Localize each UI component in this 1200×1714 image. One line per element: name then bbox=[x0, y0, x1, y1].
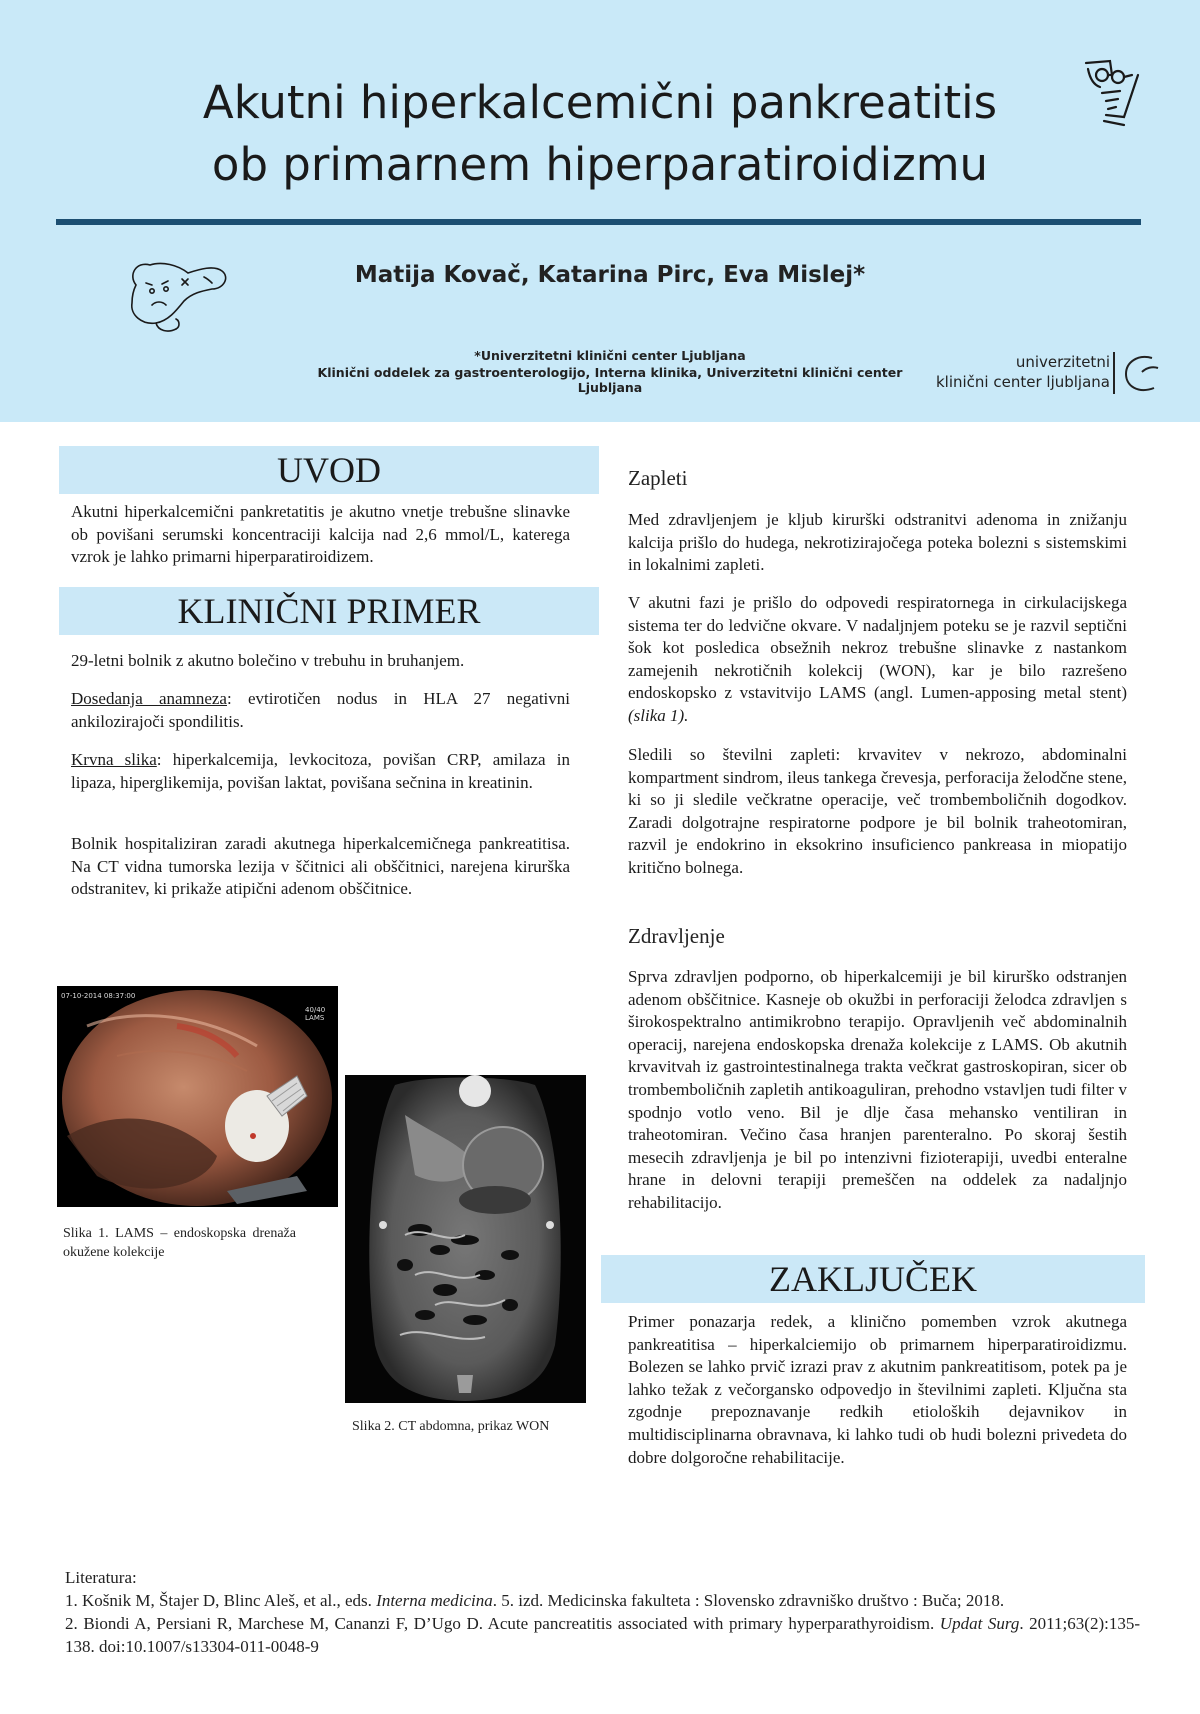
references-label: Literatura: bbox=[65, 1568, 137, 1587]
zapleti-p2 bbox=[628, 592, 1127, 728]
ukc-logo-line-2: klinični center ljubljana bbox=[935, 373, 1110, 391]
reference-1-title: Interna medicina bbox=[376, 1591, 493, 1610]
zdravljenje-text: Sprva zdravljen podporno, ob hiperkalcemiji je bil kirurško odstranjen adenom obščitnice. Kasneje ob okužbi in perforaciji želodca zdravljen s širokospektralno antimikrobno terapijo. Opravljenih več abdominalnih operacij, narejena endoskopska drenaža kolekcije z LAMS. Ob akutnih krvavitvah iz gastrointestinalnega trakta večkrat gastroskopiran, sicer ob trombemboličnih zapletih antikoaguliran, prehodno vstavljen tudi filter v spodnjo votlo veno. Bil je dlje časa mehansko ventiliran in traheotomiran. Večino časa hranjen parenteralno. Po skoraj šestih mesecih zdravljenja je bil po intenzivni fizioterapiji, uvedbi enteralne hrane in delovni terapiji premeščen na oddelek za nadaljnjo rehabilitacijo. bbox=[628, 967, 1127, 1212]
reference-2-details: . 2011;63(2):135-138. doi:10.1007/s13304-011-0048-9 bbox=[65, 1614, 1140, 1656]
reference-1 bbox=[65, 1589, 1140, 1612]
figure-2-ct-image bbox=[345, 1075, 586, 1403]
klinicni-heading bbox=[59, 587, 599, 635]
anamneza-text: : evtirotičen nodus in HLA 27 negativni ankilozirajoči spondilitis. bbox=[71, 689, 571, 731]
klinicni-p1: 29-letni bolnik z akutno bolečino v trebuhu in bruhanjem. bbox=[71, 651, 465, 670]
uvod-text: Akutni hiperkalcemični pankretatitis je akutno vnetje trebušne slinavke ob povišani serumski koncentraciji kalcija nad 2,6 mmol/L, katerega vzrok je lahko primarni hiperparatiroidizem. bbox=[71, 502, 570, 567]
uvod-heading bbox=[59, 446, 599, 494]
zakljucek-text: Primer ponazarja redek, a klinično pomemben vzrok akutnega pankreatitisa – hiperkalciemijo ob primarnem hiperparatiroidizmu. Bolezen se lahko prvič izrazi prav z akutnim pankreatitisom, potek pa je lahko težak z večorgansko odpovedjo in številnimi zapleti. Ključna sta zgodnje prepoznavanje redkih etioloških dejavnikov in multidisciplinarna obravnava, ki lahko tudi ob hudi bolezni privedeta do dobre dolgoročne rehabilitacije. bbox=[628, 1312, 1127, 1467]
zapleti-p2-figref: (slika 1). bbox=[628, 705, 689, 725]
krvna-slika-label: Krvna slika bbox=[71, 750, 157, 769]
ukc-logo-icon bbox=[1112, 350, 1162, 396]
ukc-logo-line-1: univerzitetni bbox=[1015, 353, 1110, 371]
reference-1-authors: 1. Košnik M, Štajer D, Blinc Aleš, et al., eds. bbox=[65, 1591, 377, 1610]
zdravljenje-heading: Zdravljenje bbox=[628, 924, 725, 948]
anamneza-label: Dosedanja anamneza bbox=[71, 689, 227, 708]
affiliation-1: *Univerzitetni klinični center Ljubljana bbox=[474, 348, 746, 363]
ukc-logo-text bbox=[936, 352, 1110, 392]
poster-header bbox=[0, 0, 1200, 422]
klinicni-p2 bbox=[71, 688, 570, 733]
faculty-logo-icon bbox=[1080, 55, 1150, 135]
figure-2-caption: Slika 2. CT abdomna, prikaz WON bbox=[352, 1419, 550, 1434]
poster-title bbox=[100, 72, 1100, 196]
pancreas-mascot-icon bbox=[122, 255, 232, 335]
title-divider bbox=[56, 219, 1141, 225]
figure-1-caption: Slika 1. LAMS – endoskopska drenaža okužene kolekcije bbox=[63, 1226, 296, 1260]
zapleti-p3: Sledili so številni zapleti: krvavitev v nekrozo, abdominalni kompartment sindrom, ileus tankega črevesja, perforacija želodčne stene, ki so ji sledile večkratne operacije, več trombemboličnih dogodkov. Zaradi dolgotrajne respiratorne podpore je bil bolnik traheotomiran, razvil je endokrino in eksokrino insuficienco pankreasa in miopatijo kritično bolnega. bbox=[628, 745, 1127, 877]
reference-2-authors: 2. Biondi A, Persiani R, Marchese M, Cananzi F, D’Ugo D. Acute pancreatitis associated with primary hyperparathyroidism. bbox=[65, 1614, 940, 1633]
reference-2 bbox=[65, 1612, 1140, 1658]
title-line-1: Akutni hiperkalcemični pankreatitis bbox=[202, 76, 998, 129]
fig1-overlay-right: 40/40 bbox=[305, 1006, 326, 1014]
zakljucek-heading bbox=[601, 1255, 1145, 1303]
reference-1-publisher: . 5. izd. Medicinska fakulteta : Slovensko zdravniško društvo : Buča; 2018. bbox=[492, 1591, 1005, 1610]
references bbox=[65, 1566, 1140, 1658]
klinicni-heading-text: KLINIČNI PRIMER bbox=[177, 591, 481, 631]
fig1-tool-label: LAMS bbox=[305, 1014, 325, 1022]
zakljucek-heading-text: ZAKLJUČEK bbox=[769, 1259, 977, 1299]
title-line-2: ob primarnem hiperparatiroidizmu bbox=[211, 138, 989, 191]
uvod-heading-text: UVOD bbox=[277, 450, 381, 490]
zapleti-p2-text: V akutni fazi je prišlo do odpovedi respiratornega in cirkulacijskega sistema ter do ledvične okvare. V nadaljnjem poteku se je razvil septični šok kot posledica obsežnih nekroz trebušne slinavke z nastankom zamejenih nekrotičnih kolekcij (WON), kar je bilo razrešeno endoskopsko z vstavitvijo LAMS (angl. Lumen-apposing metal stent) bbox=[628, 593, 1127, 703]
fig1-overlay-left: 07-10-2014 08:37:00 bbox=[61, 992, 136, 1000]
krvna-slika-text: : hiperkalcemija, levkocitoza, povišan CRP, amilaza in lipaza, hiperglikemija, povišan laktat, povišana sečnina in kreatinin. bbox=[71, 750, 570, 792]
klinicni-p3 bbox=[71, 749, 570, 794]
reference-2-journal: Updat Surg bbox=[939, 1614, 1020, 1633]
affiliation-2: Klinični oddelek za gastroenterologijo, Interna klinika, Univerzitetni klinični center Ljubljana bbox=[317, 365, 903, 395]
zapleti-heading: Zapleti bbox=[628, 466, 688, 490]
zapleti-p1: Med zdravljenjem je kljub kirurški odstranitvi adenoma in znižanju kalcija prišlo do hudega, nekrotizirajočega poteka bolezni s sistemskimi in lokalnimi zapleti. bbox=[628, 510, 1127, 575]
klinicni-p4: Bolnik hospitaliziran zaradi akutnega hiperkalcemičnega pankreatitisa. Na CT vidna tumorska lezija v ščitnici ali obščitnici, narejena kirurška odstranitev, ki prikaže atipični adenom obščitnice. bbox=[71, 834, 570, 899]
authors: Matija Kovač, Katarina Pirc, Eva Mislej* bbox=[354, 262, 866, 288]
figure-1-endoscopy-image bbox=[57, 986, 338, 1207]
